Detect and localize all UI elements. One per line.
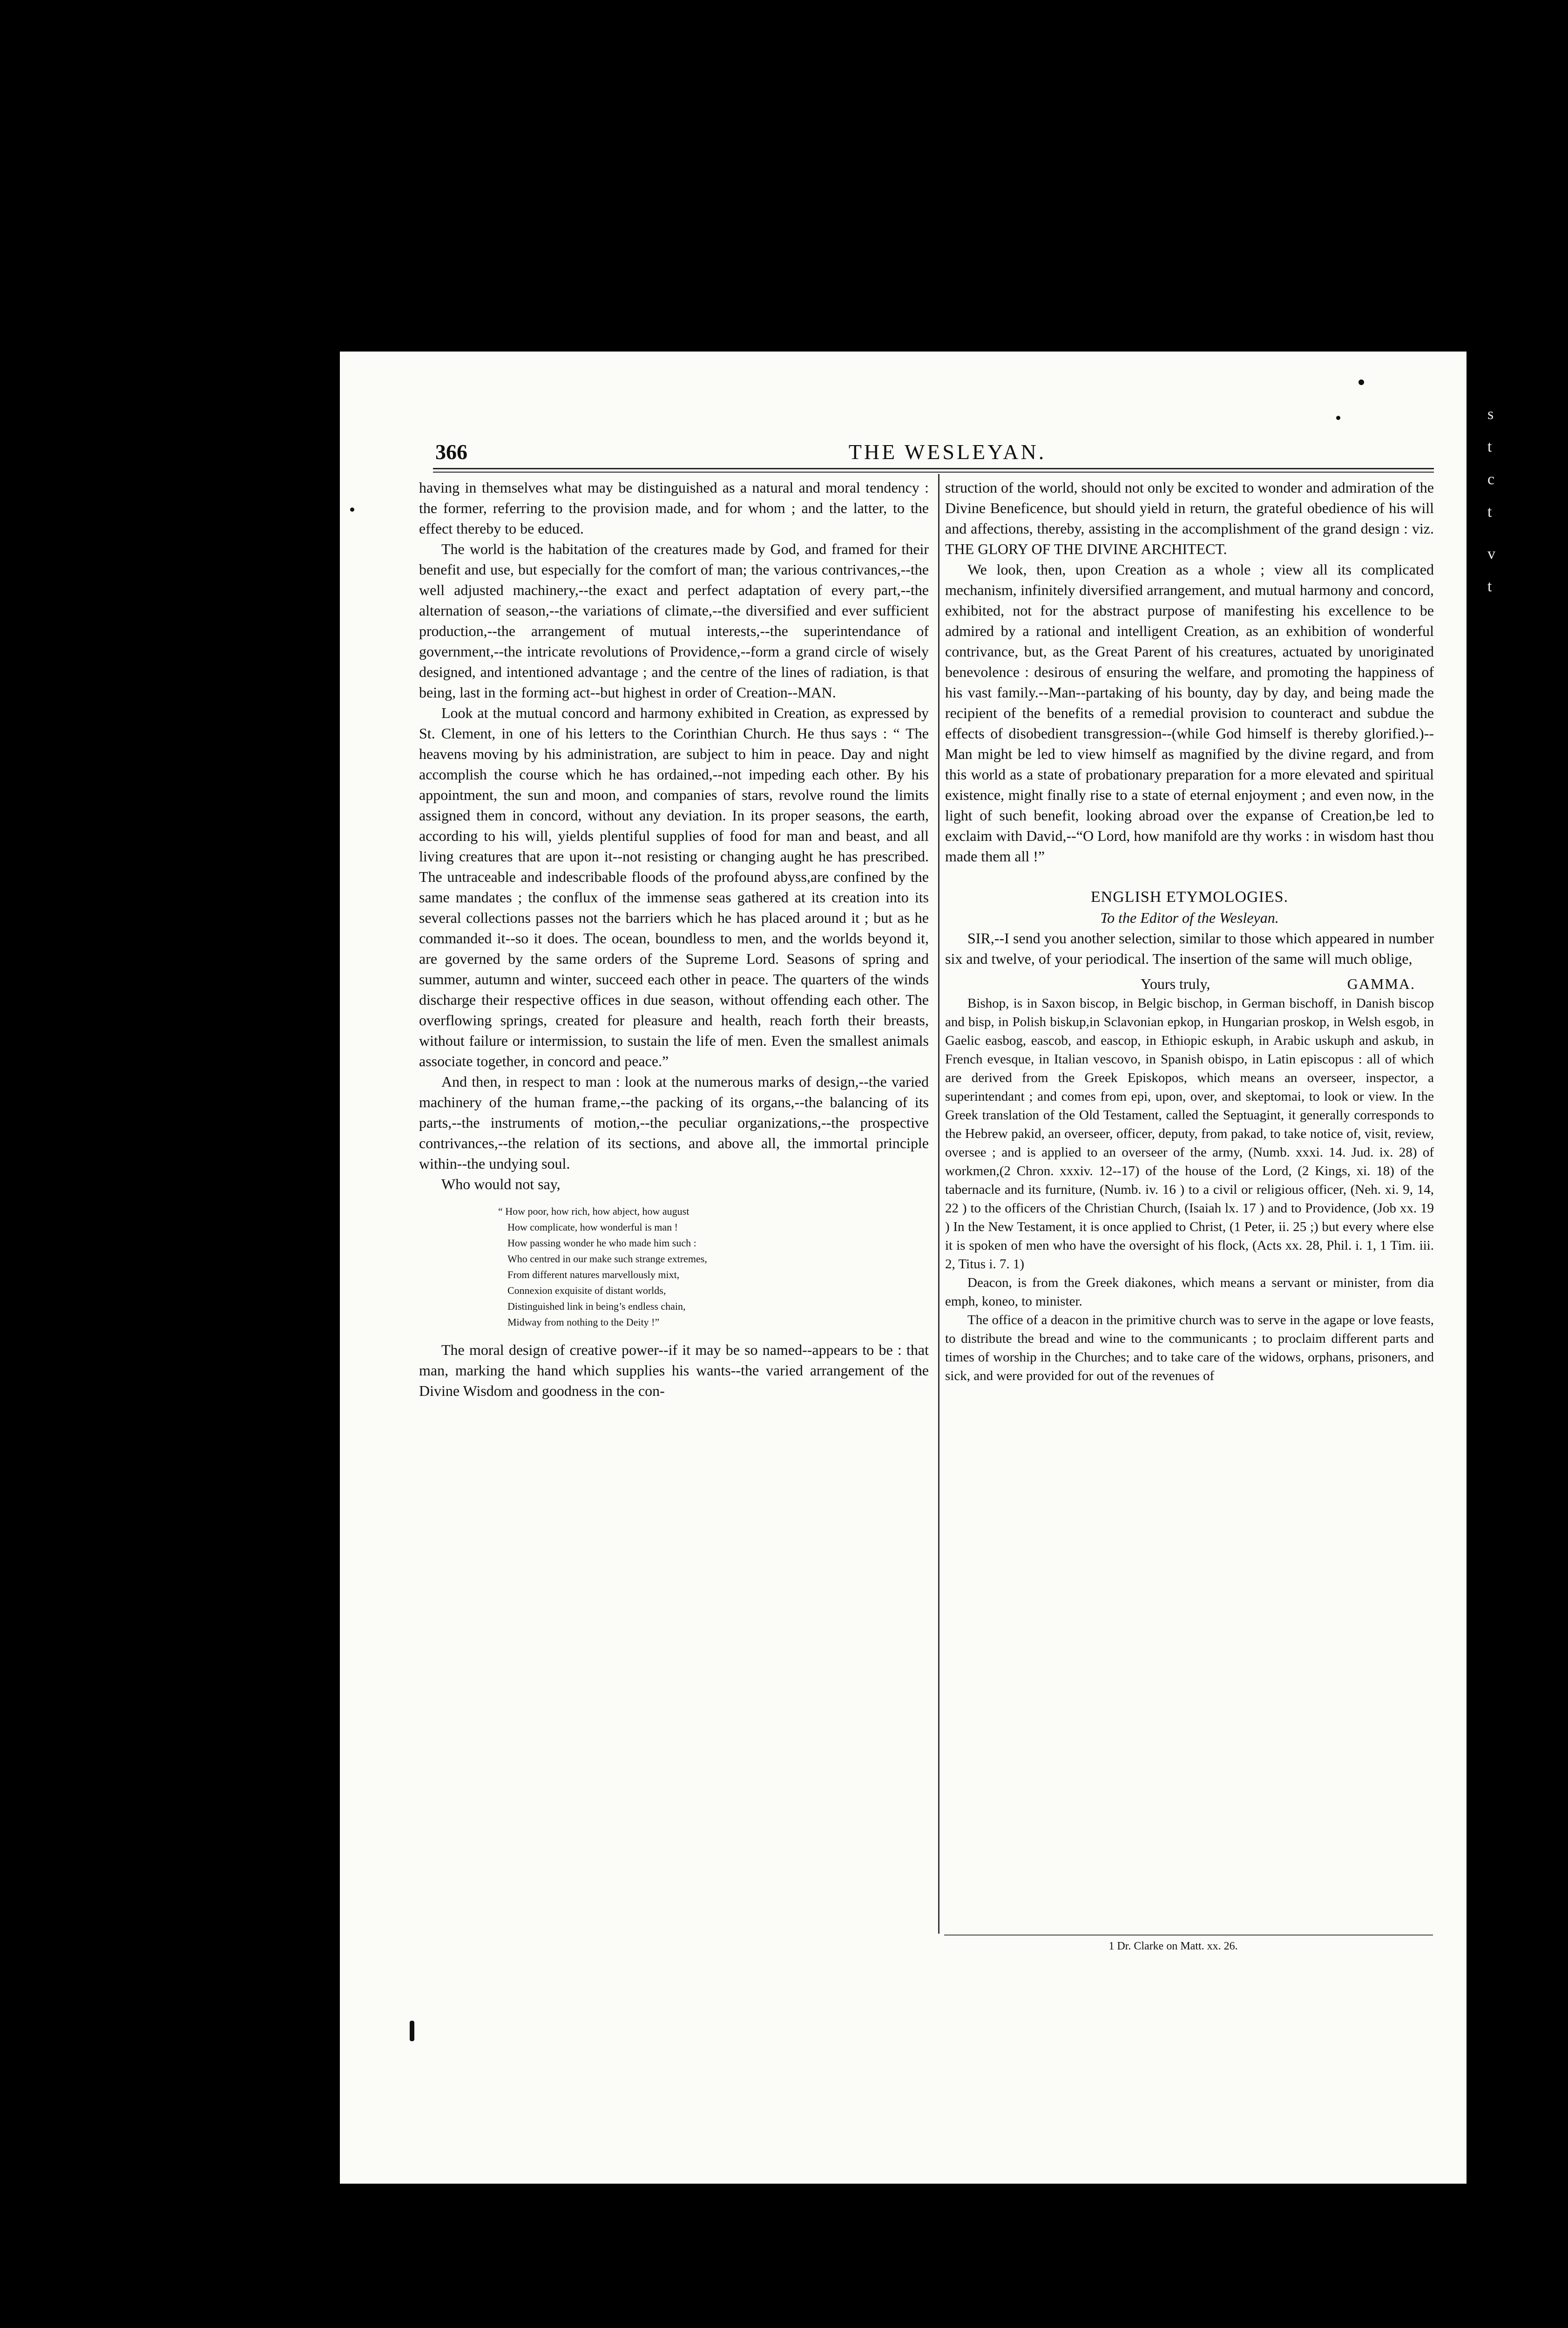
poem-quote <box>498 1204 929 1330</box>
poem-line: From different natures marvellously mixt, <box>507 1269 680 1280</box>
paragraph: The world is the habitation of the creatures made by God, and framed for their benefit and use, but especially for the comfort of man; the various contrivances,--the well adjusted machinery,--the exact and perfect adaptation of every part,--the alternation of season,--the variations of climate,--the diversified and ever sufficient production,--the arrangement of mutual interests,--the superintendance of government,--the intricate revolutions of Providence,--form a grand circle of wisely designed, and intentioned advantage ; and the centre of the lines of radiation, is that being, last in the forming act--but highest in order of Creation--MAN. <box>419 541 929 701</box>
edge-letter: c <box>1487 471 1495 488</box>
poem-line: Connexion exquisite of distant worlds, <box>507 1285 666 1296</box>
edge-letter: t <box>1487 438 1492 455</box>
poem-line: How passing wonder he who made him such : <box>507 1237 696 1249</box>
journal-title: THE WESLEYAN. <box>848 440 1047 464</box>
paragraph: Who would not say, <box>441 1176 561 1192</box>
page-number: 366 <box>435 440 467 464</box>
paragraph: having in themselves what may be distinguished as a natural and moral tendency : the former, referring to the provision made, and for whom ; and the latter, to the effect thereby to be educed. <box>419 479 929 537</box>
edge-letter: v <box>1487 545 1495 562</box>
left-column <box>419 477 929 1988</box>
letter-paragraph: SIR,--I send you another selection, similar to those which appeared in number six and twelve, of your periodical. The insertion of the same will much oblige, <box>945 930 1434 967</box>
edge-letter: s <box>1487 406 1494 423</box>
edge-letter: t <box>1487 578 1492 595</box>
section-subheading: To the Editor of the Wesleyan. <box>1100 909 1279 926</box>
adjacent-page-edge <box>1487 400 1553 596</box>
poem-line: Who centred in our make such strange extremes, <box>507 1253 707 1265</box>
paragraph: The moral design of creative power--if it may be so named--appears to be : that man, marking the hand which supplies his wants--the varied arrangement of the Divine Wisdom and goodness in the con- <box>419 1341 929 1399</box>
ink-speck <box>1358 379 1364 385</box>
edge-letter: t <box>1487 503 1492 521</box>
footnote: 1 Dr. Clarke on Matt. xx. 26. <box>1108 1940 1238 1952</box>
entry-bishop: Bishop, is in Saxon biscop, in Belgic bischop, in German bischoff, in Danish biscop and bisp, in Polish biskup,in Sclavonian epkop, in Hungarian proskop, in Welsh esgob, in Gaelic easbog, eascob, and eascop, in Ethiopic eskuph, in Arabic uskuph and askub, in French evesque, in Italian vescovo, in Spanish obispo, in Latin episcopus : all of which are derived from the Greek Episkopos, which means an overseer, inspector, a superintendant ; and comes from epi, upon, over, and skeptomai, to look or view. In the Greek translation of the Old Testament, called the Septuagint, it generally corresponds to the Hebrew pakid, an overseer, officer, deputy, from pakad, to take notice of, visit, review, oversee ; and is applied to an overseer of the army, (Numb. xxxi. 14. Jud. ix. 28) of workmen,(2 Chron. xxxiv. 12--17) of the house of the Lord, (2 Kings, xi. 18) of the tabernacle and its furniture, (Numb. iv. 16 ) to a civil or religious officer, (Neh. xi. 9, 14, 22 ) to the officers of the Christian Church, (Isaiah lx. 17 ) and to Providence, (Job xx. 19 ) In the New Testament, it is once applied to Christ, (1 Peter, ii. 25 ;) but every where else it is spoken of men who have the oversight of his flock, (Acts xx. 28, Phil. i. 1, 1 Tim. iii. 2, Titus i. 7. 1) <box>945 996 1434 1272</box>
signature-line <box>945 974 1434 994</box>
poem-line: “ How poor, how rich, how abject, how august <box>498 1205 689 1217</box>
poem-line: How complicate, how wonderful is man ! <box>507 1221 678 1233</box>
right-column <box>945 477 1434 1932</box>
column-divider <box>938 474 939 1934</box>
ink-speck <box>350 508 354 512</box>
section-heading: ENGLISH ETYMOLOGIES. <box>1090 888 1289 906</box>
running-header <box>435 441 1434 463</box>
paragraph: Look at the mutual concord and harmony exhibited in Creation, as expressed by St. Clement, in one of his letters to the Corinthian Church. He thus says : “ The heavens moving by his administration, are subject to him in peace. Day and night accomplish the course which he has ordained,--not impeding each other. By his appointment, the sun and moon, and companies of stars, revolve round the limits assigned them in concord, without any deviation. In its proper seasons, the earth, according to his will, yields plentiful supplies of food for man and beast, and all living creatures that are upon it--not resisting or changing aught he has prescribed. The untraceable and indescribable floods of the profound abyss,are confined by the same mandates ; the conflux of the immense seas gathered at its creation into its several collections passes not the barriers which he has placed around it ; but as he commanded it--so it does. The ocean, boundless to men, and the worlds beyond it, are governed by the same orders of the Supreme Lord. Seasons of spring and summer, autumn and winter, succeed each other in peace. The quarters of the winds discharge their respective offices in due season, without offending each other. The overflowing springs, created for pleasure and health, reach forth their breasts, without failure or intermission, to sustain the life of men. Even the smallest animals associate together, in concord and peace.” <box>419 704 929 1069</box>
paragraph: We look, then, upon Creation as a whole ; view all its complicated mechanism, infinitely diversified arrangement, and mutual harmony and concord, exhibited, not for the abstract purpose of manifesting his excellence to be admired by a rational and intelligent Creation, as an exhibition of wonderful contrivance, but, as the Great Parent of his creatures, actuated by unoriginated benevolence : desirous of ensuring the welfare, and promoting the happiness of his vast family.--Man--partaking of his bounty, day by day, and being made the recipient of the benefits of a remedial provision to counteract and subdue the effects of disobedient transgression--(while God himself is thereby glorified.)--Man might be led to view himself as magnified by the divine regard, and from this world as a state of probationary preparation for a more elevated and spiritual existence, might finally rise to a state of eternal enjoyment ; and even now, in the light of such benefit, looking abroad over the expanse of Creation,be led to exclaim with David,--“O Lord, how manifold are thy works : in wisdom hast thou made them all !” <box>945 561 1434 865</box>
poem-line: Distinguished link in being’s endless chain, <box>507 1300 686 1312</box>
header-rule-double <box>433 472 1434 473</box>
closing: Yours truly, <box>1141 975 1210 992</box>
signature: GAMMA. <box>1347 975 1415 992</box>
ink-speck <box>1336 416 1340 420</box>
paragraph: The office of a deacon in the primitive church was to serve in the agape or love feasts, to distribute the bread and wine to the communicants ; to proclaim different parts and times of worship in the Churches; and to take care of the widows, orphans, prisoners, and sick, and were provided for out of the revenues of <box>945 1313 1434 1383</box>
paragraph: And then, in respect to man : look at the numerous marks of design,--the varied machinery of the human frame,--the packing of its organs,--the balancing of its parts,--the instruments of motion,--the peculiar organizations,--the prospective contrivances,--the relation of its sections, and above all, the immortal principle within--the undying soul. <box>419 1073 929 1172</box>
poem-line: Midway from nothing to the Deity !” <box>507 1316 660 1328</box>
header-rule <box>433 468 1434 469</box>
paragraph: struction of the world, should not only be excited to wonder and admiration of the Divine Beneficence, but should yield in return, the grateful obedience of his will and affections, thereby, assisting in the accomplishment of the grand design : viz. THE GLORY OF THE DIVINE ARCHITECT. <box>945 479 1434 557</box>
entry-deacon: Deacon, is from the Greek diakones, which means a servant or minister, from dia emph, koneo, to minister. <box>945 1275 1434 1309</box>
ink-speck <box>410 2021 414 2041</box>
